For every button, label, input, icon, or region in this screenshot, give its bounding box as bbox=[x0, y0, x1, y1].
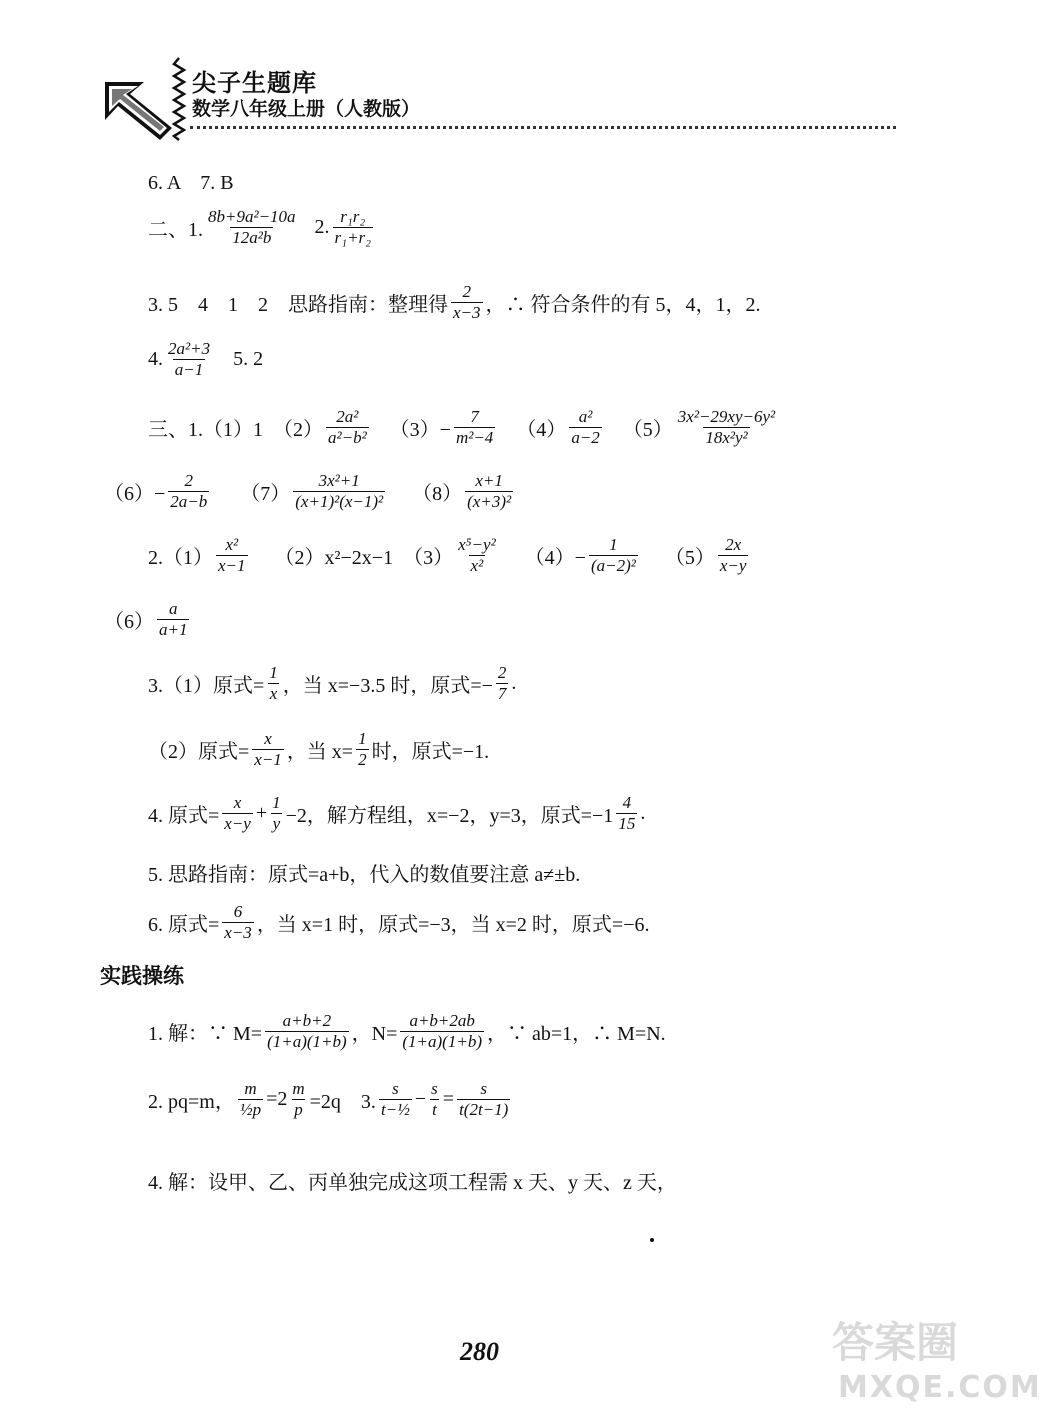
answer-line-2 bbox=[148, 208, 376, 247]
answer-text: 5. 2 bbox=[233, 347, 264, 370]
answer-line-16 bbox=[148, 1166, 677, 1195]
watermark-logo: 答案圈 bbox=[832, 1318, 959, 1367]
answer-text: （2）x²−2x−1 （3） bbox=[274, 546, 454, 569]
fraction: $\frac{\text{a²}}{a-2}$ bbox=[571, 407, 600, 447]
answer-line-5 bbox=[148, 408, 780, 447]
fraction: $\frac{2x}{x-y}$ bbox=[719, 535, 747, 575]
answer-text: 6. 原式= bbox=[148, 913, 220, 936]
answer-text: 1. 解：∵ M= bbox=[148, 1022, 263, 1045]
answer-text: . bbox=[640, 801, 646, 824]
answer-text: 二、1. bbox=[148, 218, 203, 241]
answer-text: = bbox=[442, 1087, 455, 1110]
fraction: $\frac{s}{\text{t−½}}$ bbox=[380, 1079, 410, 1119]
answer-line-12 bbox=[148, 858, 580, 887]
fraction: $\frac{1}{y}$ bbox=[272, 793, 281, 833]
fraction: $\frac{\text{3x²+1}}{\text{(x+1)²(x−1)²}}$ bbox=[295, 471, 384, 511]
answer-text: （8） bbox=[412, 482, 463, 505]
watermark-url: MXQE.COM bbox=[838, 1370, 1042, 1405]
answer-text: 4. 解：设甲、乙、丙单独完成这项工程需 x 天、y 天、z 天， bbox=[148, 1172, 677, 1194]
fraction: $\frac{s}{t(2t-1)}$ bbox=[459, 1079, 509, 1119]
zigzag-divider-icon bbox=[172, 58, 186, 140]
fraction: $\frac{\text{x²}}{x-1}$ bbox=[218, 535, 246, 575]
answer-text: 2. pq=m， bbox=[148, 1090, 235, 1113]
fraction: $\frac{7}{\text{m²−4}}$ bbox=[455, 407, 494, 447]
answer-text: −2，解方程组，x=−2，y=3，原式=−1 bbox=[285, 804, 614, 827]
answer-line-10 bbox=[148, 730, 489, 769]
answer-text: （5） bbox=[622, 418, 673, 441]
answer-text: （4） bbox=[516, 418, 567, 441]
answer-text: − bbox=[414, 1087, 427, 1110]
answer-text: 6. A 7. B bbox=[148, 172, 234, 194]
answer-text: 2. bbox=[314, 215, 330, 238]
fraction: $\frac{\text{r₁r₂}}{\text{r₁+r₂}}$ bbox=[334, 207, 372, 247]
answer-text: 5. 思路指南：原式=a+b，代入的数值要注意 a≠±b. bbox=[148, 864, 581, 886]
answer-line-4 bbox=[148, 340, 263, 379]
answer-text: 4. 原式= bbox=[148, 804, 220, 827]
answer-text: 2.（1） bbox=[148, 546, 213, 569]
answer-text: ，当 x= bbox=[286, 740, 354, 763]
answer-text: 3. 5 4 1 2 思路指南：整理得 bbox=[148, 293, 448, 316]
stray-dot bbox=[650, 1238, 654, 1242]
fraction: $\frac{a+b+2ab}{(1+a)(1+b)}$ bbox=[402, 1011, 482, 1051]
fraction: $\frac{m}{\text{½p}}$ bbox=[239, 1079, 262, 1119]
answer-text: 三、1.（1）1 （2） bbox=[148, 418, 323, 441]
fraction: $\frac{4}{15}$ bbox=[618, 793, 636, 833]
answer-text: ，N= bbox=[351, 1022, 398, 1045]
fraction: $\frac{1}{\text{(a−2)²}}$ bbox=[590, 535, 636, 575]
answer-text: （3）− bbox=[389, 418, 451, 441]
fraction: $\frac{\text{3x²−29xy−6y²}}{\text{18x²y²}}$ bbox=[677, 407, 776, 447]
answer-text: ，∵ ab=1，∴ M=N. bbox=[486, 1022, 666, 1045]
fraction: $\frac{\text{8b+9a²−10a}}{\text{12a²b}}$ bbox=[208, 207, 296, 247]
answer-text: ，当 x=−3.5 时，原式=− bbox=[282, 674, 493, 697]
fraction: $\frac{x}{x-1}$ bbox=[254, 729, 282, 769]
fraction: $\frac{x}{x-y}$ bbox=[224, 793, 251, 833]
answer-text: 3.（1）原式= bbox=[148, 674, 265, 697]
answer-text: =2q 3. bbox=[309, 1090, 376, 1113]
fraction: $\frac{a+b+2}{(1+a)(1+b)}$ bbox=[267, 1011, 347, 1051]
fraction: $\frac{1}{2}$ bbox=[358, 729, 367, 769]
fraction: $\frac{\text{2a²}}{\text{a²−b²}}$ bbox=[328, 407, 367, 447]
fraction: $\frac{6}{x-3}$ bbox=[224, 902, 252, 942]
fraction: $\frac{\text{x⁵−y²}}{\text{x²}}$ bbox=[458, 535, 496, 575]
answer-text: （2）原式= bbox=[148, 740, 250, 763]
fraction: $\frac{1}{x}$ bbox=[269, 663, 278, 703]
book-subtitle: 数学八年级上册（人教版） bbox=[192, 98, 421, 120]
answer-text: ，∴ 符合条件的有 5，4，1，2. bbox=[485, 293, 761, 316]
answer-text: （4）− bbox=[524, 546, 586, 569]
answer-line-14 bbox=[148, 1012, 666, 1051]
fraction: $\frac{2}{2a-b}$ bbox=[170, 471, 208, 511]
answer-text: 4. bbox=[148, 347, 163, 370]
answer-text: ，当 x=1 时，原式=−3，当 x=2 时，原式=−6. bbox=[256, 913, 650, 936]
fraction: $\frac{\text{2a²+3}}{a-1}$ bbox=[168, 339, 211, 379]
answer-text: （7） bbox=[240, 482, 291, 505]
answer-line-11 bbox=[148, 794, 645, 833]
fraction: $\frac{m}{p}$ bbox=[292, 1079, 305, 1119]
answer-text: 时，原式=−1. bbox=[371, 740, 490, 763]
answer-text: . bbox=[511, 671, 517, 694]
answer-line-1 bbox=[148, 166, 234, 195]
answer-line-8 bbox=[104, 600, 192, 639]
answer-text: （6） bbox=[104, 610, 154, 633]
fraction: $\frac{s}{t}$ bbox=[431, 1079, 438, 1119]
answer-text: =2 bbox=[266, 1087, 288, 1110]
fraction: $\frac{2}{x-3}$ bbox=[453, 282, 481, 322]
answer-line-15 bbox=[148, 1080, 513, 1119]
answer-text: （5） bbox=[664, 546, 715, 569]
answer-line-7 bbox=[148, 536, 751, 575]
answer-line-13 bbox=[148, 903, 650, 942]
section-heading: 实践操练 bbox=[100, 964, 184, 988]
answer-text: + bbox=[255, 801, 268, 824]
fraction: $\frac{2}{7}$ bbox=[497, 663, 507, 703]
answer-line-3 bbox=[148, 283, 761, 322]
book-title: 尖子生题库 bbox=[192, 69, 317, 97]
page-number: 280 bbox=[460, 1337, 499, 1366]
header-divider bbox=[190, 126, 896, 129]
answer-line-9 bbox=[148, 664, 516, 703]
answer-text: （6）− bbox=[104, 482, 166, 505]
answer-line-6 bbox=[104, 472, 516, 511]
fraction: $\frac{x+1}{\text{(x+3)²}}$ bbox=[467, 471, 512, 511]
fraction: $\frac{a}{a+1}$ bbox=[159, 599, 188, 639]
